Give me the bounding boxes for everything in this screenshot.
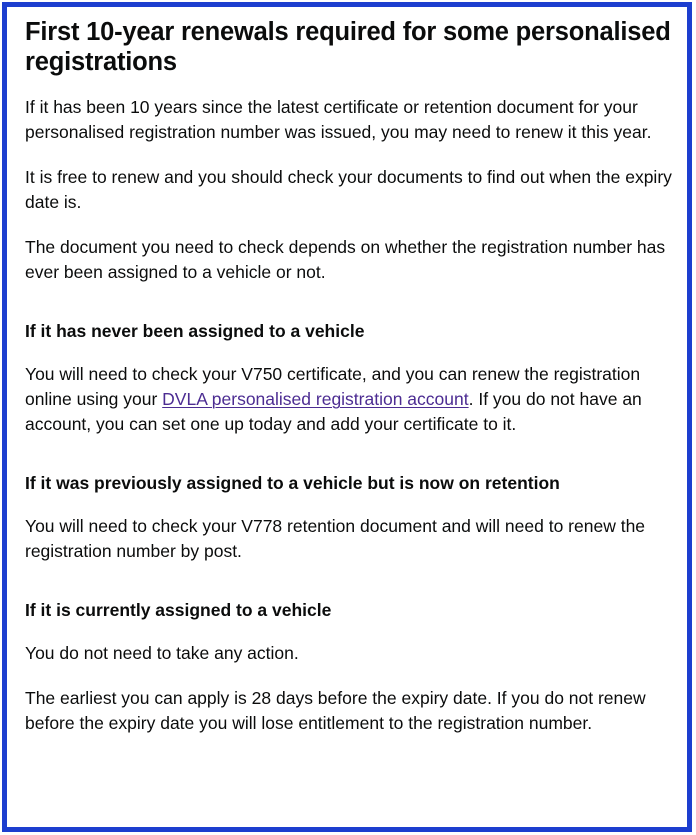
text-before-link: You will need to check your V750 certificate, and you can renew the registration online using your (25, 364, 641, 409)
section-text-on-retention: You will need to check your V778 retention document and will need to renew the registration number by post. (25, 516, 646, 561)
dvla-account-link[interactable]: DVLA personalised registration account (162, 389, 469, 409)
notice-content (7, 7, 687, 736)
section-heading-never-assigned: If it has never been assigned to a vehicle (25, 321, 365, 341)
closing-paragraph: The earliest you can apply is 28 days before the expiry date. If you do not renew before the expiry date you will lose entitlement to the registration number. (25, 688, 646, 733)
section-text-never-assigned (25, 362, 673, 437)
section-text-currently-assigned: You do not need to take any action. (25, 643, 299, 663)
intro-paragraph-2: It is free to renew and you should check your documents to find out when the expiry date is. (25, 167, 672, 212)
section-heading-on-retention: If it was previously assigned to a vehicle but is now on retention (25, 473, 560, 493)
text-after-link: . If you do not have an account, you can set one up today and add your certificate to it. (25, 389, 642, 434)
important-notice-panel (2, 2, 692, 832)
notice-title: First 10-year renewals required for some personalised registrations (25, 18, 671, 76)
intro-paragraph-1: If it has been 10 years since the latest certificate or retention document for your personalised registration number was issued, you may need to renew it this year. (25, 97, 652, 142)
intro-paragraph-3: The document you need to check depends on whether the registration number has ever been assigned to a vehicle or not. (25, 237, 666, 282)
section-heading-currently-assigned: If it is currently assigned to a vehicle (25, 600, 332, 620)
